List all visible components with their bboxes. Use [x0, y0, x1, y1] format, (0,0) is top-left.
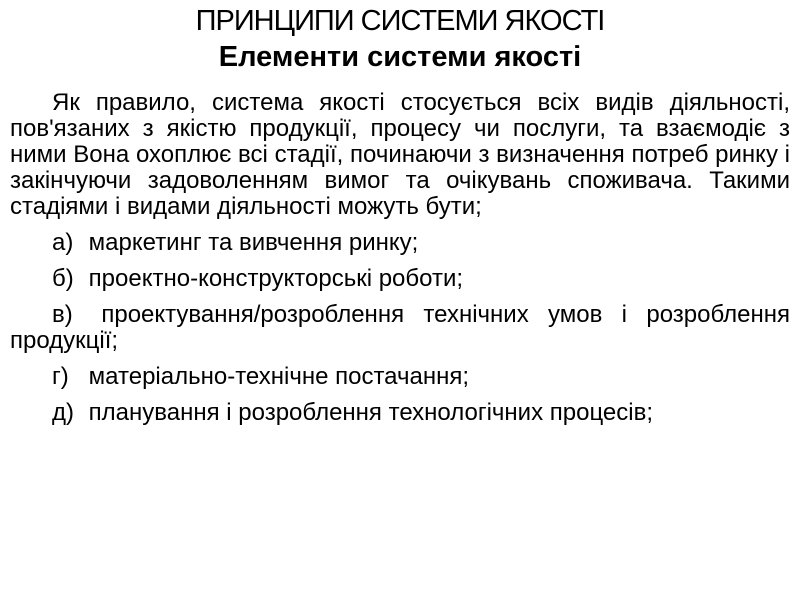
list-marker: д): [52, 399, 74, 426]
list-item-text: маркетинг та вивчення ринку;: [88, 229, 419, 256]
list-item-g: [10, 364, 790, 390]
slide-body: [10, 90, 790, 426]
list-marker: в): [52, 301, 73, 328]
slide-title: ПРИНЦИПИ СИСТЕМИ ЯКОСТІ: [195, 5, 605, 37]
list-marker: б): [52, 265, 74, 292]
list-item-b: [10, 266, 790, 292]
list-item-d: [10, 400, 790, 426]
list-item-text: планування і розроблення технологічних процесів;: [88, 399, 654, 426]
intro-paragraph: Як правило, система якості стосується всіх видів діяльності, пов'язаних з якістю продукції, процесу чи послуги, та взаємодіє з ними Вона охоплює всі стадії, починаючи з визначення потреб ринку і закінчуючи задоволенням вимог та очікувань споживача. Такими стадіями і видами діяльності можуть бути;: [10, 89, 790, 220]
list-marker: а): [52, 229, 74, 256]
list-marker: г): [52, 363, 69, 390]
list-item-text: проектування/розроблення технічних умов і розроблення продукції;: [10, 301, 790, 354]
list-item-text: матеріально-технічне постачання;: [88, 363, 470, 390]
list-item-text: проектно-конструкторські роботи;: [88, 265, 464, 292]
list-item-a: [10, 230, 790, 256]
list-item-v: [10, 302, 790, 354]
slide-subtitle: Елементи системи якості: [218, 41, 582, 73]
